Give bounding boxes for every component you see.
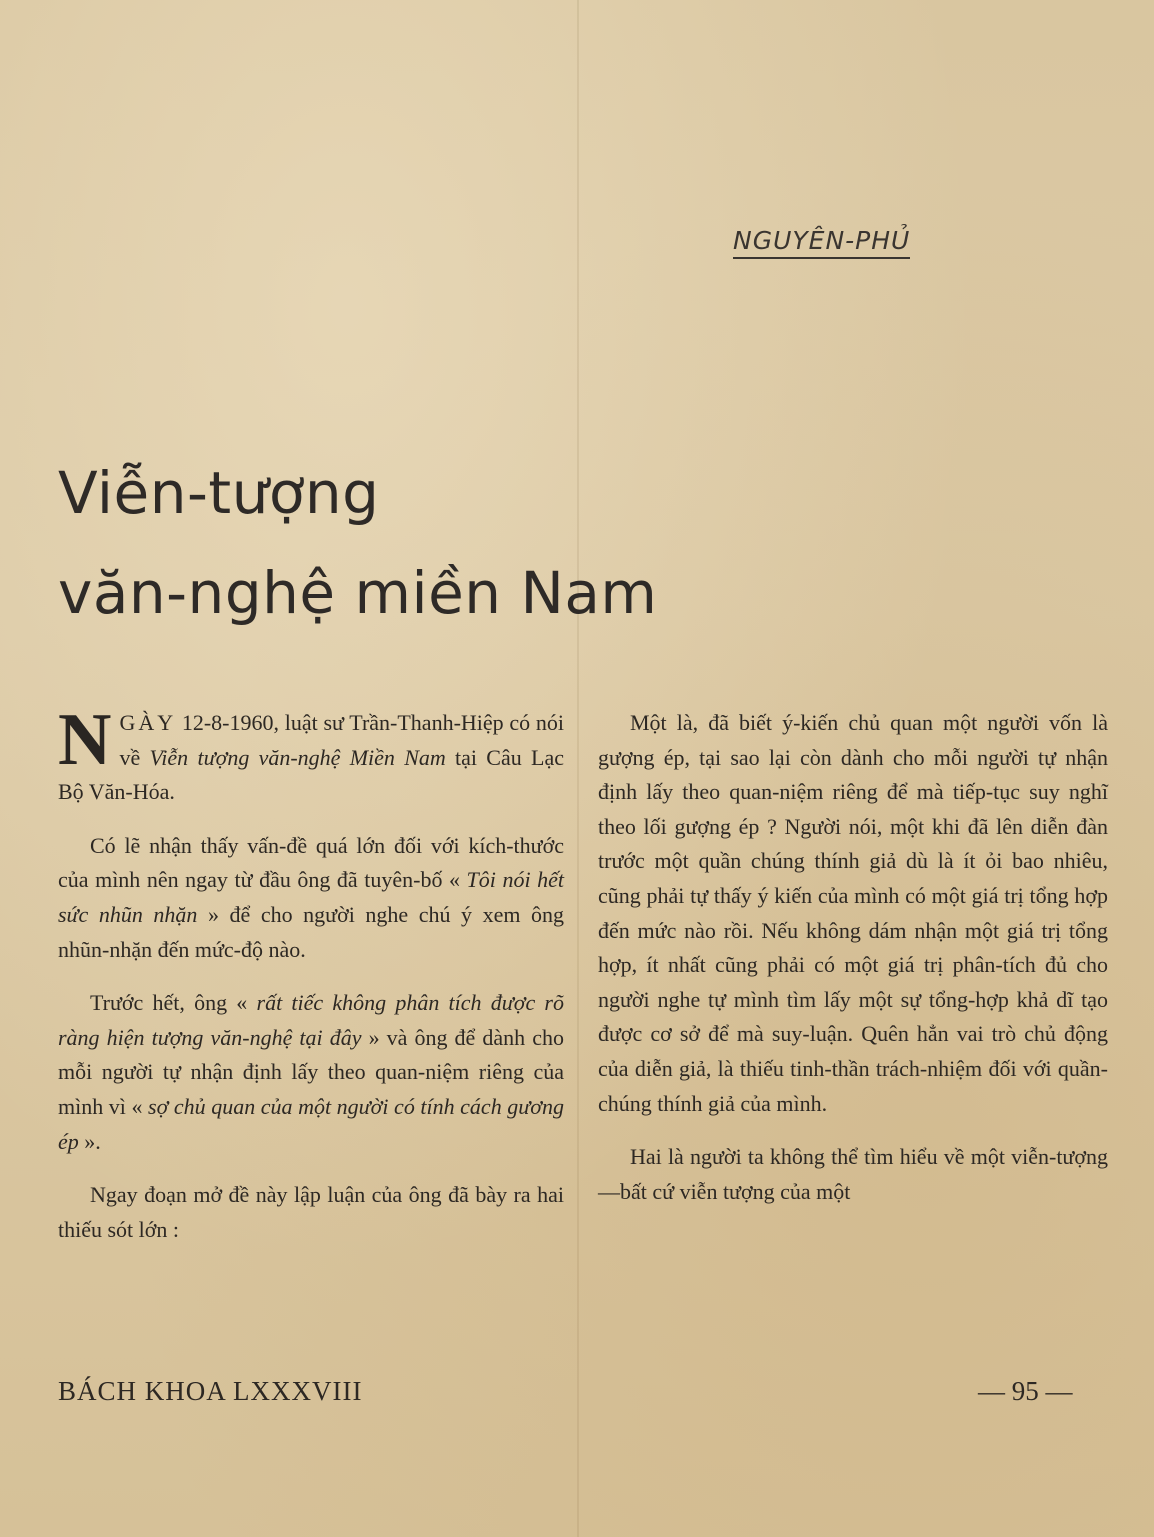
lead-word: GÀY	[119, 710, 177, 735]
title-line-1: Viễn-tượng	[58, 459, 380, 527]
paragraph-3-quote-2: sợ chủ quan của một người có tính cách gương ép	[58, 1093, 564, 1154]
paragraph-2-text-a: Có lẽ nhận thấy vấn-đề quá lớn đối với kích-thước của mình nên ngay từ đầu ông đã tuyên-bố «	[58, 832, 564, 893]
right-paragraph-1: Một là, đã biết ý-kiến chủ quan một người vốn là gượng ép, tại sao lại còn dành cho mỗi người tự nhận định lấy theo quan-niệm riêng để mà tiếp-tục suy nghĩ theo lối gượng ép ? Người nói, một khi đã lên diễn đàn trước một quần chúng thính giả dù là ít ỏi bao nhiêu, cũng phải tự thấy ý kiến của mình có một giá trị tổng hợp đến mức nào rồi. Nếu không dám nhận một giá trị tổng hợp, ít nhất cũng phải có một giá trị phân-tích đủ cho người nghe tự mình tìm lấy một sự tổng-hợp khả dĩ tạo được cơ sở để mà suy-luận. Quên hẳn vai trò chủ động của diễn giả, là thiếu tinh-thần trách-nhiệm đối với quần-chúng thính giả của mình.	[598, 710, 1108, 1116]
paragraph-3-quote-1: rất tiếc không phân tích được rõ ràng hiện tượng văn-nghệ tại đây	[58, 990, 564, 1050]
talk-title-italic: Viễn tượng văn-nghệ Miền Nam	[149, 744, 446, 770]
left-column	[58, 699, 565, 1266]
paragraph-4: Ngay đoạn mở đề này lập luận của ông đã bày ra hai thiếu sót lớn :	[58, 1182, 564, 1242]
article-title	[58, 443, 657, 643]
page-number: — 95 —	[978, 1376, 1073, 1406]
paragraph-1	[58, 699, 564, 810]
author-name: NGUYÊN-PHỦ	[733, 226, 910, 259]
paragraph-1-text: 12-8-1960, luật sư Trần-Thanh-Hiệp có nói về	[119, 710, 564, 770]
drop-cap: N	[58, 699, 112, 781]
page-fold	[577, 0, 579, 1537]
paragraph-3	[58, 986, 564, 1159]
right-column	[598, 706, 1108, 1228]
paragraph-2-quote: Tôi nói hết sức nhũn nhặn	[58, 867, 564, 927]
paragraph-3-text-b: » và ông để dành cho mỗi người tự nhận định lấy theo quan-niệm riêng của mình vì «	[58, 1024, 564, 1119]
paragraph-2	[58, 829, 564, 967]
paragraph-2-text-b: » để cho người nghe chú ý xem ông nhũn-nhặn đến mức-độ nào.	[58, 901, 565, 962]
paragraph-3-text-c: ».	[78, 1128, 101, 1154]
magazine-footer: BÁCH KHOA LXXXVIII	[58, 1376, 363, 1406]
right-paragraph-2: Hai là người ta không thể tìm hiểu về một viễn-tượng—bất cứ viễn tượng của một	[598, 1144, 1108, 1204]
paragraph-3-text-a: Trước hết, ông «	[90, 990, 257, 1016]
paragraph-1-end: tại Câu Lạc Bộ Văn-Hóa.	[58, 744, 564, 805]
title-line-2: văn-nghệ miền Nam	[58, 559, 658, 627]
